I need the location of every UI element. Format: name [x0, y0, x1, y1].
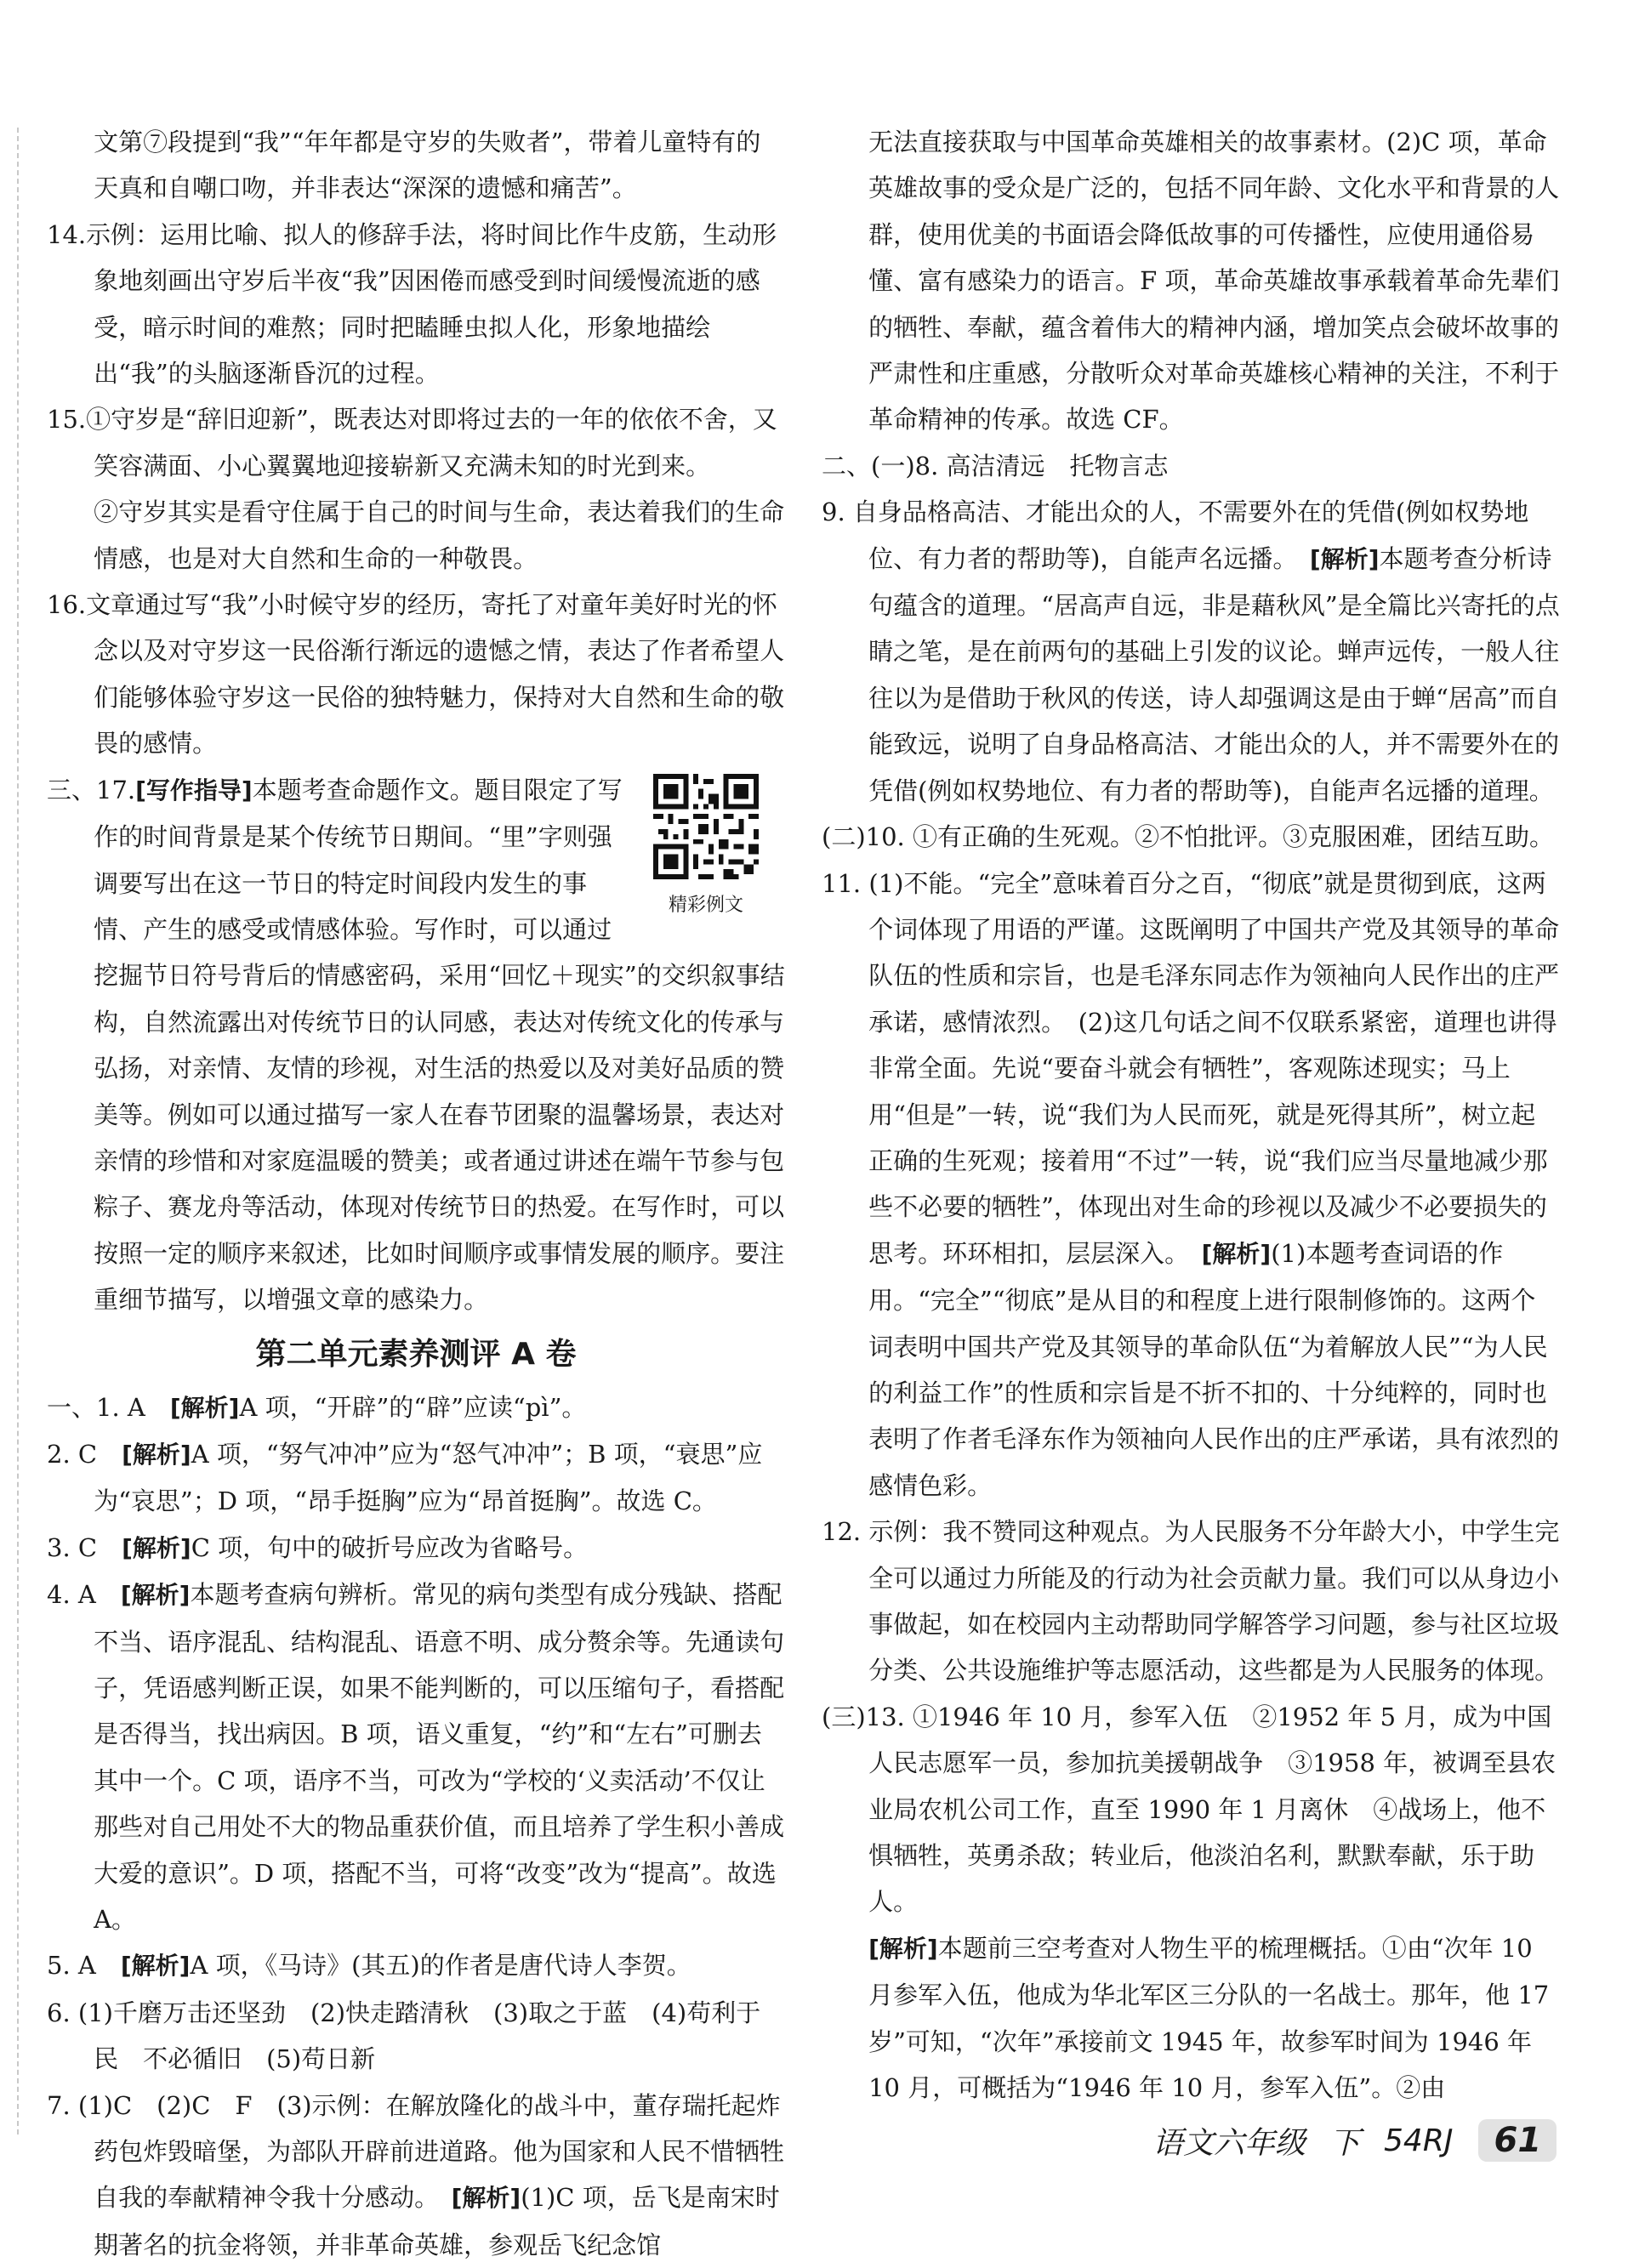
answer-1-key: 一、1. A [47, 1392, 170, 1422]
answer-16: 16.文章通过写“我”小时候守岁的经历，寄托了对童年美好时光的怀念以及对守岁这一民俗渐行渐远的遗憾之情，表达了作者希望人们能够体验守岁这一民俗的独特魅力，保持对大自然和生命的敬畏的感情。 [47, 590, 785, 759]
analysis-tag: [解析] [1201, 1239, 1272, 1268]
answer-1-analysis: A 项，“开辟”的“辟”应读“pì”。 [239, 1392, 587, 1422]
answer-14: 14.示例：运用比喻、拟人的修辞手法，将时间比作牛皮筋，生动形象地刻画出守岁后半夜“我”因困倦而感受到时间缓慢流逝的感受，暗示时间的难熬；同时把瞌睡虫拟人化，形象地描绘出“我”的头脑逐渐昏沉的过程。 [47, 219, 777, 389]
answer-8: 二、(一)8. 高洁清远 托物言志 [822, 451, 1169, 480]
analysis-tag: [解析] [120, 1952, 191, 1981]
answer-17-number: 三、17. [47, 775, 136, 804]
binding-margin-rule [17, 128, 19, 2134]
answer-17-writing-guide [47, 767, 785, 1323]
answer-9 [822, 489, 1560, 814]
analysis-tag: [解析] [1309, 544, 1380, 573]
answer-7-key: 7. (1)C (2)C F (3)示例：在解放隆化的战斗中，董存瑞托起炸药包炸毁暗堡，为部队开辟前进道路。他为国家和人民不惜牺牲自我的奉献精神令我十分感动。 [47, 2090, 785, 2213]
qr-block[interactable] [642, 774, 770, 925]
analysis-tag: [解析] [122, 1440, 191, 1469]
qr-code-icon[interactable] [653, 774, 759, 879]
answer-15-part-2: ②守岁其实是看守住属于自己的时间与生命，表达着我们的生命情感，也是对大自然和生命的一种敬畏。 [94, 497, 785, 573]
answer-4 [47, 1572, 785, 1942]
answer-13-continued: 文第⑦段提到“我”“年年都是守岁的失败者”，带着儿童特有的天真和自嘲口吻，并非表达“深深的遗憾和痛苦”。 [94, 128, 761, 203]
right-column [822, 119, 1560, 2111]
answer-4-analysis: 本题考查病句辨析。常见的病句类型有成分残缺、搭配不当、语序混乱、结构混乱、语意不明、成分赘余等。先通读句子，凭语感判断正误，如果不能判断的，可以压缩句子，看搭配是否得当，找出病因。B 项，语义重复，“约”和“左右”可删去其中一个。C 项，语序不当，可改为“学校的‘义卖活动’不仅让那些对自己用处不大的物品重获价值，而且培养了学生积小善成大爱的意识”。D 项，搭配不当，可将“改变”改为“提高”。故选 A。 [94, 1580, 785, 1935]
footer-subject: 语文六年级 [1152, 2125, 1306, 2161]
answer-13-analysis-text: 本题前三空考查对人物生平的梳理概括。①由“次年 10 月参军入伍，他成为华北军区三分队的一名战士。那年，他 17 岁”可知，“次年”承接前文 1945 年，故参军时间为 1946 年 10 月，可概括为“1946 年 10 月，参军入伍”。②由 [868, 1933, 1550, 2103]
answer-7 [47, 2083, 785, 2268]
answer-11 [822, 861, 1560, 1509]
left-column [47, 119, 785, 2268]
answer-2 [47, 1431, 785, 1525]
answer-11-key: 11. (1)不能。“完全”意味着百分之百，“彻底”就是贯彻到底，这两个词体现了用语的严谨。这既阐明了中国共产党及其领导的革命队伍的性质和宗旨，也是毛泽东同志作为领袖向人民作出的庄严承诺，感情浓烈。 (2)这几句话之间不仅联系紧密，道理也讲得非常全面。先说“要奋斗就会有牺牲”，客观陈述现实；马上用“但是”一转，说“我们为人民而死，就是死得其所”，树立起正确的生死观；接着用“不过”一转，说“我们应当尽量地减少那些不必要的牺牲”，体现出对生命的珍视以及减少不必要损失的思考。环环相扣，层层深入。 [822, 868, 1560, 1268]
answer-5 [47, 1942, 785, 1989]
analysis-tag: [解析] [868, 1934, 938, 1963]
answer-7-continued: 无法直接获取与中国革命英雄相关的故事素材。(2)C 项，革命英雄故事的受众是广泛的，包括不同年龄、文化水平和背景的人群，使用优美的书面语会降低故事的可传播性，应使用通俗易懂、富有感染力的语言。F 项，革命英雄故事承载着革命先辈们的牺牲、奉献，蕴含着伟大的精神内涵，增加笑点会破坏故事的严肃性和庄重感，分散听众对革命英雄核心精神的关注，不利于革命精神的传承。故选 CF。 [868, 128, 1560, 435]
answer-4-key: 4. A [47, 1580, 121, 1610]
answer-15-part-1: 15.①守岁是“辞旧迎新”，既表达对即将过去的一年的依依不舍，又笑容满面、小心翼翼地迎接崭新又充满未知的时光到来。 [47, 405, 777, 480]
answer-3-analysis: C 项，句中的破折号应改为省略号。 [191, 1532, 589, 1562]
answer-1 [47, 1384, 785, 1431]
answer-5-analysis: A 项，《马诗》(其五)的作者是唐代诗人李贺。 [190, 1951, 691, 1981]
answer-7-analysis: (1)C 项，岳飞是南宋时期著名的抗金将领，并非革命英雄，参观岳飞纪念馆 [94, 2183, 780, 2259]
analysis-tag: [解析] [451, 2184, 521, 2213]
analysis-tag: [解析] [122, 1533, 191, 1562]
answer-9-key: 9. 自身品格高洁、才能出众的人，不需要外在的凭借(例如权势地位、有力者的帮助等)，自能声名远播。 [822, 497, 1529, 573]
answer-3-key: 3. C [47, 1532, 122, 1562]
answer-12: 12. 示例：我不赞同这种观点。为人民服务不分年龄大小，中学生完全可以通过力所能及的行动为社会贡献力量。我们可以从身边小事做起，如在校园内主动帮助同学解答学习问题，参与社区垃圾分类、公共设施维护等志愿活动，这些都是为人民服务的体现。 [822, 1517, 1560, 1685]
qr-caption: 精彩例文 [668, 894, 743, 916]
answer-13: (三)13. ①1946 年 10 月，参军入伍 ②1952 年 5 月，成为中国人民志愿军一员，参加抗美援朝战争 ③1958 年，被调至县农业局农机公司工作，直至 1990 年 1 月离休 ④战场上，他不惧牺牲，英勇杀敌；转业后，他淡泊名利，默默奉献，乐于助人。 [822, 1702, 1556, 1917]
answer-2-analysis: A 项，“努气冲冲”应为“怒气冲冲”；B 项，“衰思”应为“哀思”；D 项，“昂手挺胸”应为“昂首挺胸”。故选 C。 [94, 1439, 763, 1516]
answer-10: (二)10. ①有正确的生死观。②不怕批评。③克服困难，团结互助。 [822, 822, 1554, 852]
footer-term: 下 [1329, 2125, 1361, 2161]
answer-6: 6. (1)千磨万击还坚劲 (2)快走踏清秋 (3)取之于蓝 (4)苟利于民 不必循旧 (5)苟日新 [47, 1998, 761, 2074]
footer-code: 54RJ [1384, 2123, 1454, 2158]
answer-11-analysis: (1)本题考查词语的作用。“完全”“彻底”是从目的和程度上进行限制修饰的。这两个词表明中国共产党及其领导的革命队伍“为着解放人民”“为人民的利益工作”的性质和宗旨是不折不扣的、十分纯粹的，同时也表明了作者毛泽东作为领袖向人民作出的庄严承诺，具有浓烈的感情色彩。 [868, 1238, 1560, 1500]
page-footer [1152, 2111, 1556, 2170]
analysis-tag: [解析] [120, 1581, 191, 1610]
answer-5-key: 5. A [47, 1951, 121, 1981]
writing-guide-tag: [写作指导] [135, 776, 253, 804]
answer-2-key: 2. C [47, 1439, 122, 1469]
answer-3 [47, 1525, 785, 1572]
section-title: 第二单元素养测评 A 卷 [255, 1336, 577, 1372]
answer-13-analysis [822, 1925, 1560, 2112]
answer-17-text: 本题考查命题作文。题目限定了写作的时间背景是某个传统节日期间。“里”字则强调要写出在这一节日的特定时间段内发生的事情、产生的感受或情感体验。写作时，可以通过挖掘节日符号背后的情感密码，采用“回忆＋现实”的交织叙事结构，自然流露出对传统节日的认同感，表达对传统文化的传承与弘扬，对亲情、友情的珍视，对生活的热爱以及对美好品质的赞美等。例如可以通过描写一家人在春节团聚的温馨场景，表达对亲情的珍惜和对家庭温暖的赞美；或者通过讲述在端午节参与包粽子、赛龙舟等活动，体现对传统节日的热爱。在写作时，可以按照一定的顺序来叙述，比如时间顺序或事情发展的顺序。要注重细节描写，以增强文章的感染力。 [94, 775, 785, 1315]
answer-9-analysis: 本题考查分析诗句蕴含的道理。“居高声自远，非是藉秋风”是全篇比兴寄托的点睛之笔，是在前两句的基础上引发的议论。蝉声远传，一般人往往以为是借助于秋风的传送，诗人却强调这是由于蝉“居高”而自能致远，说明了自身品格高洁、才能出众的人，并不需要外在的凭借(例如权势地位、有力者的帮助等)，自能声名远播的道理。 [868, 543, 1560, 805]
analysis-tag: [解析] [169, 1393, 240, 1422]
page-number: 61 [1478, 2119, 1556, 2162]
